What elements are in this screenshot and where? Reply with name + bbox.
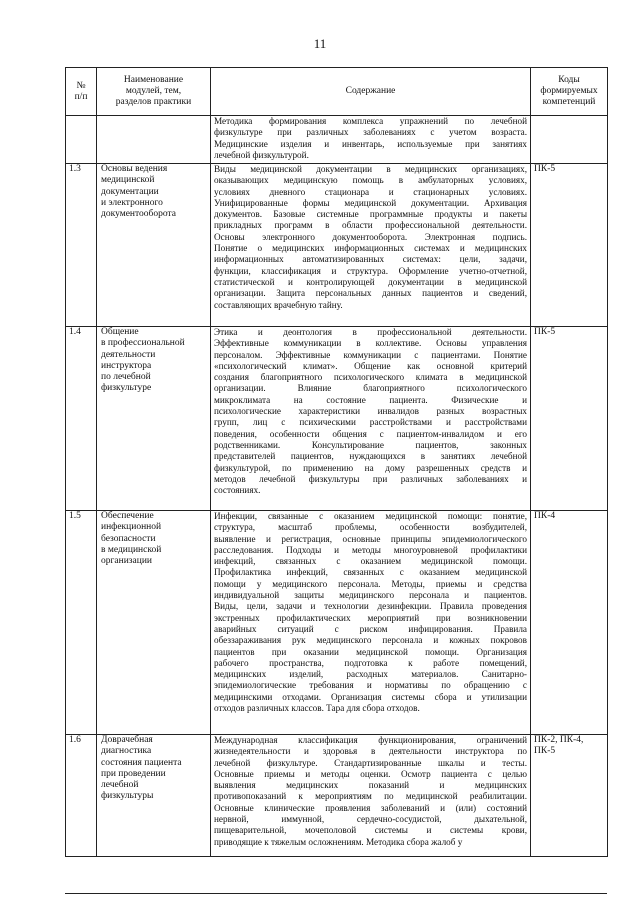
content-line: аварийных ситуаций с риском инфицирования. Правила (214, 623, 527, 634)
competence-code: ПК-5 (531, 164, 608, 327)
row-number: 1.3 (66, 164, 97, 327)
content-line: Этика и деонтология в профессиональной деятельности. (214, 327, 527, 337)
content-line: нервной, иммунной, сердечно-сосудистой, дыхательной, (214, 814, 527, 825)
table-row (66, 164, 608, 327)
content-line: организации. Защита персональных данных пациентов и сведений, (214, 288, 527, 299)
content-line: Инфекции, связанные с оказанием медицинской помощи: понятие, (214, 511, 527, 521)
content-line: состояниях. (214, 485, 261, 496)
content-line: Виды медицинской документации в медицинских организациях, (214, 164, 527, 174)
content-line: Основные приемы и методы оценки. Осмотр пациента с целью (214, 768, 527, 779)
content-line: структура, масштаб проблемы, особенности возбудителей, (214, 522, 527, 533)
content-line: физкультурой, по применению на дому разрешенных средств и (214, 462, 527, 473)
content-line: отходов различных классов. Тара для сбора отходов. (214, 703, 420, 714)
module-content (211, 116, 531, 164)
content-line: функции, классификация и структура. Оформление учетно-отчетной, (214, 265, 527, 276)
content-line: рабочего пространства, подготовка к работе помещений, (214, 657, 527, 668)
curriculum-table (65, 67, 608, 857)
content-line: инфекций, связанных с оказанием медицинской помощи. (214, 556, 527, 567)
content-line: выявление и регистрация, основные принципы эпидемиологического (214, 533, 527, 544)
content-line: оказывающих медицинскую помощь в амбулаторных условиях, (214, 175, 527, 186)
content-line: эпидемиологические требования и нормативы по обращению с (214, 680, 527, 691)
content-line: организации. Влияние благоприятного психологического (214, 383, 527, 394)
table-row (66, 116, 608, 164)
table-row (66, 735, 608, 857)
content-line: Основные клинические проявления заболеваний и (или) состояний (214, 802, 527, 813)
module-content (211, 327, 531, 511)
content-line: физкультуре при различных заболеваниях с учетом возраста. (214, 127, 527, 138)
module-name: Обеспечение инфекционной безопасности в медицинской организации (97, 511, 211, 735)
content-line: Виды, цели, задачи и технологии дезинфекции. Правила проведения (214, 601, 527, 612)
content-line: условиях дневного стационара и стационарных условиях. (214, 186, 527, 197)
content-line: методов лечебной физкультуры при различных заболеваниях и (214, 473, 527, 484)
header-codes: Коды формируемых компетенций (531, 68, 608, 116)
content-line: жизнедеятельности и здоровья в деятельности инструктора по (214, 746, 527, 757)
competence-code: ПК-4 (531, 511, 608, 735)
content-line: персоналом. Эффективные коммуникации с пациентами. Понятие (214, 349, 527, 360)
table-row (66, 511, 608, 735)
row-number: 1.6 (66, 735, 97, 857)
content-line: документов. Базовые системные программные продукты и пакеты (214, 209, 527, 220)
header-name: Наименование модулей, тем, разделов практики (97, 68, 211, 116)
module-content (211, 735, 531, 857)
content-line: родственниками. Консультирование пациентов, законных (214, 439, 527, 450)
content-line: Основы электронного документооборота. Электронная подпись. (214, 231, 527, 242)
content-line: групп, лиц с психическими расстройствами и расстройствами (214, 417, 527, 428)
content-line: представителей пациентов, нуждающихся в занятиях лечебной (214, 451, 527, 462)
row-number: 1.4 (66, 327, 97, 511)
module-name: Основы ведения медицинской документации и электронного документооборота (97, 164, 211, 327)
content-line: прикладных программ в области профессиональной деятельности. (214, 220, 527, 231)
content-line: медицинскими отходами. Организация системы сбора и утилизации (214, 691, 527, 702)
content-line: выявления медицинских показаний и медицинских (214, 780, 527, 791)
content-line: Профилактика инфекций, связанных с оказанием медицинской (214, 567, 527, 578)
module-content (211, 511, 531, 735)
competence-code: ПК-5 (531, 327, 608, 511)
header-content: Содержание (211, 68, 531, 116)
content-line: лечебной физкультурой. (214, 149, 309, 160)
content-line: Методика формирования комплекса упражнений по лечебной (214, 116, 527, 126)
content-line: микроклимата на состояние пациента. Физические и (214, 394, 527, 405)
content-line: Эффективные коммуникации в коллективе. Основы управления (214, 338, 527, 349)
module-name (97, 116, 211, 164)
content-line: экстренных профилактических мероприятий при возникновении (214, 612, 527, 623)
content-line: Понятие о медицинских информационных системах и медицинских (214, 243, 527, 254)
competence-code: ПК-2, ПК-4, ПК-5 (531, 735, 608, 857)
module-name: Доврачебная диагностика состояния пациента при проведении лечебной физкультуры (97, 735, 211, 857)
page-number: 11 (313, 36, 327, 51)
content-line: Медицинские изделия и инвентарь, используемые при занятиях (214, 138, 527, 149)
content-line: приводящие к тяжелым осложнениям. Методика сбора жалоб у (214, 836, 463, 847)
table-row (66, 327, 608, 511)
content-line: поведения, особенности общения с пациентом-инвалидом и его (214, 428, 527, 439)
content-line: Международная классификация функционирования, ограничений (214, 735, 527, 745)
module-name: Общение в профессиональной деятельности инструктора по лечебной физкультуре (97, 327, 211, 511)
content-line: помощи у медицинского персонала. Методы, приемы и средства (214, 578, 527, 589)
row-number (66, 116, 97, 164)
row-number: 1.5 (66, 511, 97, 735)
content-line: индивидуальной защиты медицинского персонала и пациентов. (214, 590, 527, 601)
content-line: пищеварительной, мочеполовой системы и системы крови, (214, 825, 527, 836)
competence-code (531, 116, 608, 164)
content-line: «психологический климат». Общение как основной критерий (214, 360, 527, 371)
content-line: обеззараживания рук медицинского персонала и кожных покровов (214, 635, 527, 646)
content-line: составляющих врачебную тайну. (214, 299, 343, 310)
content-line: информационных автоматизированных системах: цели, задачи, (214, 254, 527, 265)
content-line: создания благоприятного психологического климата в медицинской (214, 372, 527, 383)
module-content (211, 164, 531, 327)
content-line: медицинских изделий, расходных материалов. Санитарно- (214, 669, 527, 680)
content-line: противопоказаний к мероприятиям по медицинской реабилитации. (214, 791, 527, 802)
content-line: расследования. Подходы и методы многоуровневой профилактики (214, 544, 527, 555)
content-line: статистической и контролирующей документации в медицинской (214, 276, 527, 287)
content-line: Унифицированные формы медицинской документации. Архивация (214, 197, 527, 208)
page-bottom-edge (65, 893, 607, 894)
content-line: лечебной физкультуре. Стандартизированные шкалы и тесты. (214, 757, 527, 768)
content-line: психологические характеристики инвалидов разных возрастных (214, 406, 527, 417)
table-header-row (66, 68, 608, 116)
content-line: пациентов при оказании медицинской помощи. Организация (214, 646, 527, 657)
header-num: № п/п (66, 68, 97, 116)
